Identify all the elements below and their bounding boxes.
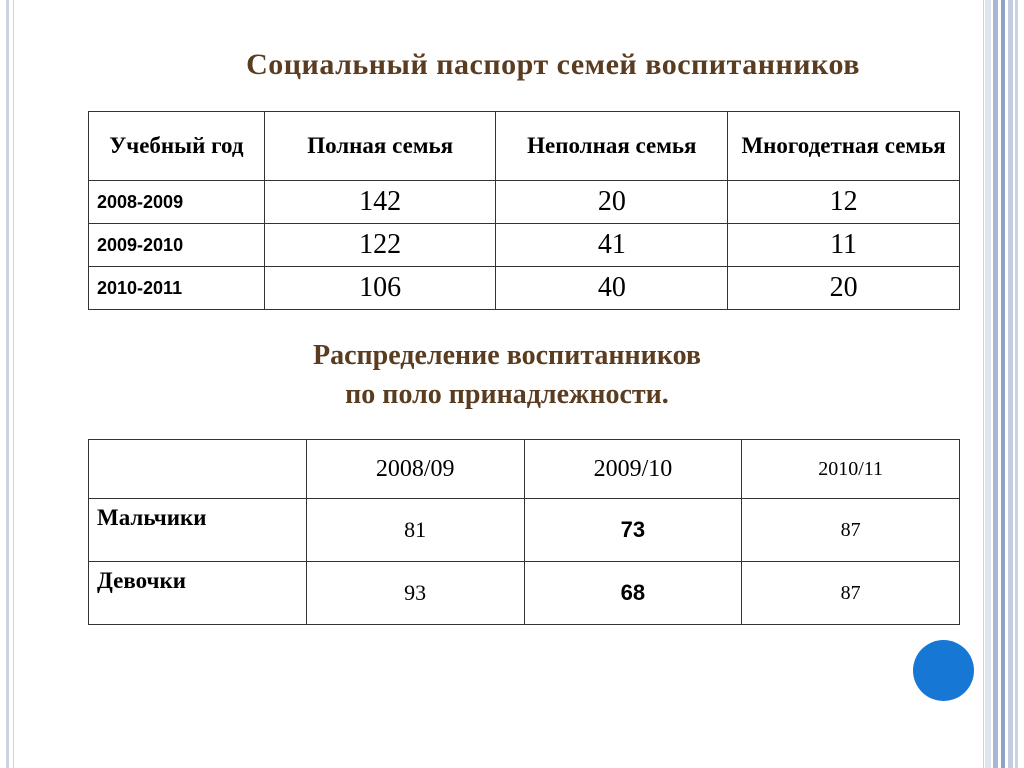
header-cell: Учебный год <box>89 112 265 181</box>
value-cell: 40 <box>496 267 728 310</box>
decor-stripe <box>1008 0 1013 768</box>
year-cell: 2009-2010 <box>89 224 265 267</box>
decor-stripe <box>985 0 991 768</box>
header-cell: 2010/11 <box>742 440 960 499</box>
value-cell: 142 <box>264 181 496 224</box>
page-title: Социальный паспорт семей воспитанников <box>246 48 860 81</box>
table-header-row <box>89 440 960 499</box>
table-row <box>89 267 960 310</box>
value-cell: 93 <box>306 562 524 625</box>
value-cell: 122 <box>264 224 496 267</box>
value-cell: 106 <box>264 267 496 310</box>
row-label: Мальчики <box>89 499 307 562</box>
subtitle-line: Распределение воспитанников <box>312 340 702 371</box>
value-cell: 68 <box>524 562 742 625</box>
section-subtitle <box>90 336 924 414</box>
value-cell: 87 <box>742 499 960 562</box>
value-cell: 11 <box>728 224 960 267</box>
value-cell: 12 <box>728 181 960 224</box>
header-cell: 2009/10 <box>524 440 742 499</box>
table-row <box>89 181 960 224</box>
table-row <box>89 224 960 267</box>
year-cell: 2008-2009 <box>89 181 265 224</box>
row-label: Девочки <box>89 562 307 625</box>
value-cell: 87 <box>742 562 960 625</box>
value-cell: 20 <box>728 267 960 310</box>
decor-circle <box>913 640 974 701</box>
subtitle-line: по поло принадлежности. <box>345 379 669 411</box>
header-cell: Полная семья <box>264 112 496 181</box>
table-row <box>89 499 960 562</box>
table-row <box>89 562 960 625</box>
table-header-row <box>89 112 960 181</box>
value-cell: 20 <box>496 181 728 224</box>
gender-distribution-table <box>88 439 960 625</box>
year-cell: 2010-2011 <box>89 267 265 310</box>
header-cell: Неполная семья <box>496 112 728 181</box>
header-cell: Многодетная семья <box>728 112 960 181</box>
value-cell: 73 <box>524 499 742 562</box>
value-cell: 41 <box>496 224 728 267</box>
decor-stripe <box>993 0 998 768</box>
value-cell: 81 <box>306 499 524 562</box>
family-passport-table <box>88 111 960 310</box>
decor-stripe <box>1001 0 1005 768</box>
header-cell: 2008/09 <box>306 440 524 499</box>
header-cell <box>89 440 307 499</box>
